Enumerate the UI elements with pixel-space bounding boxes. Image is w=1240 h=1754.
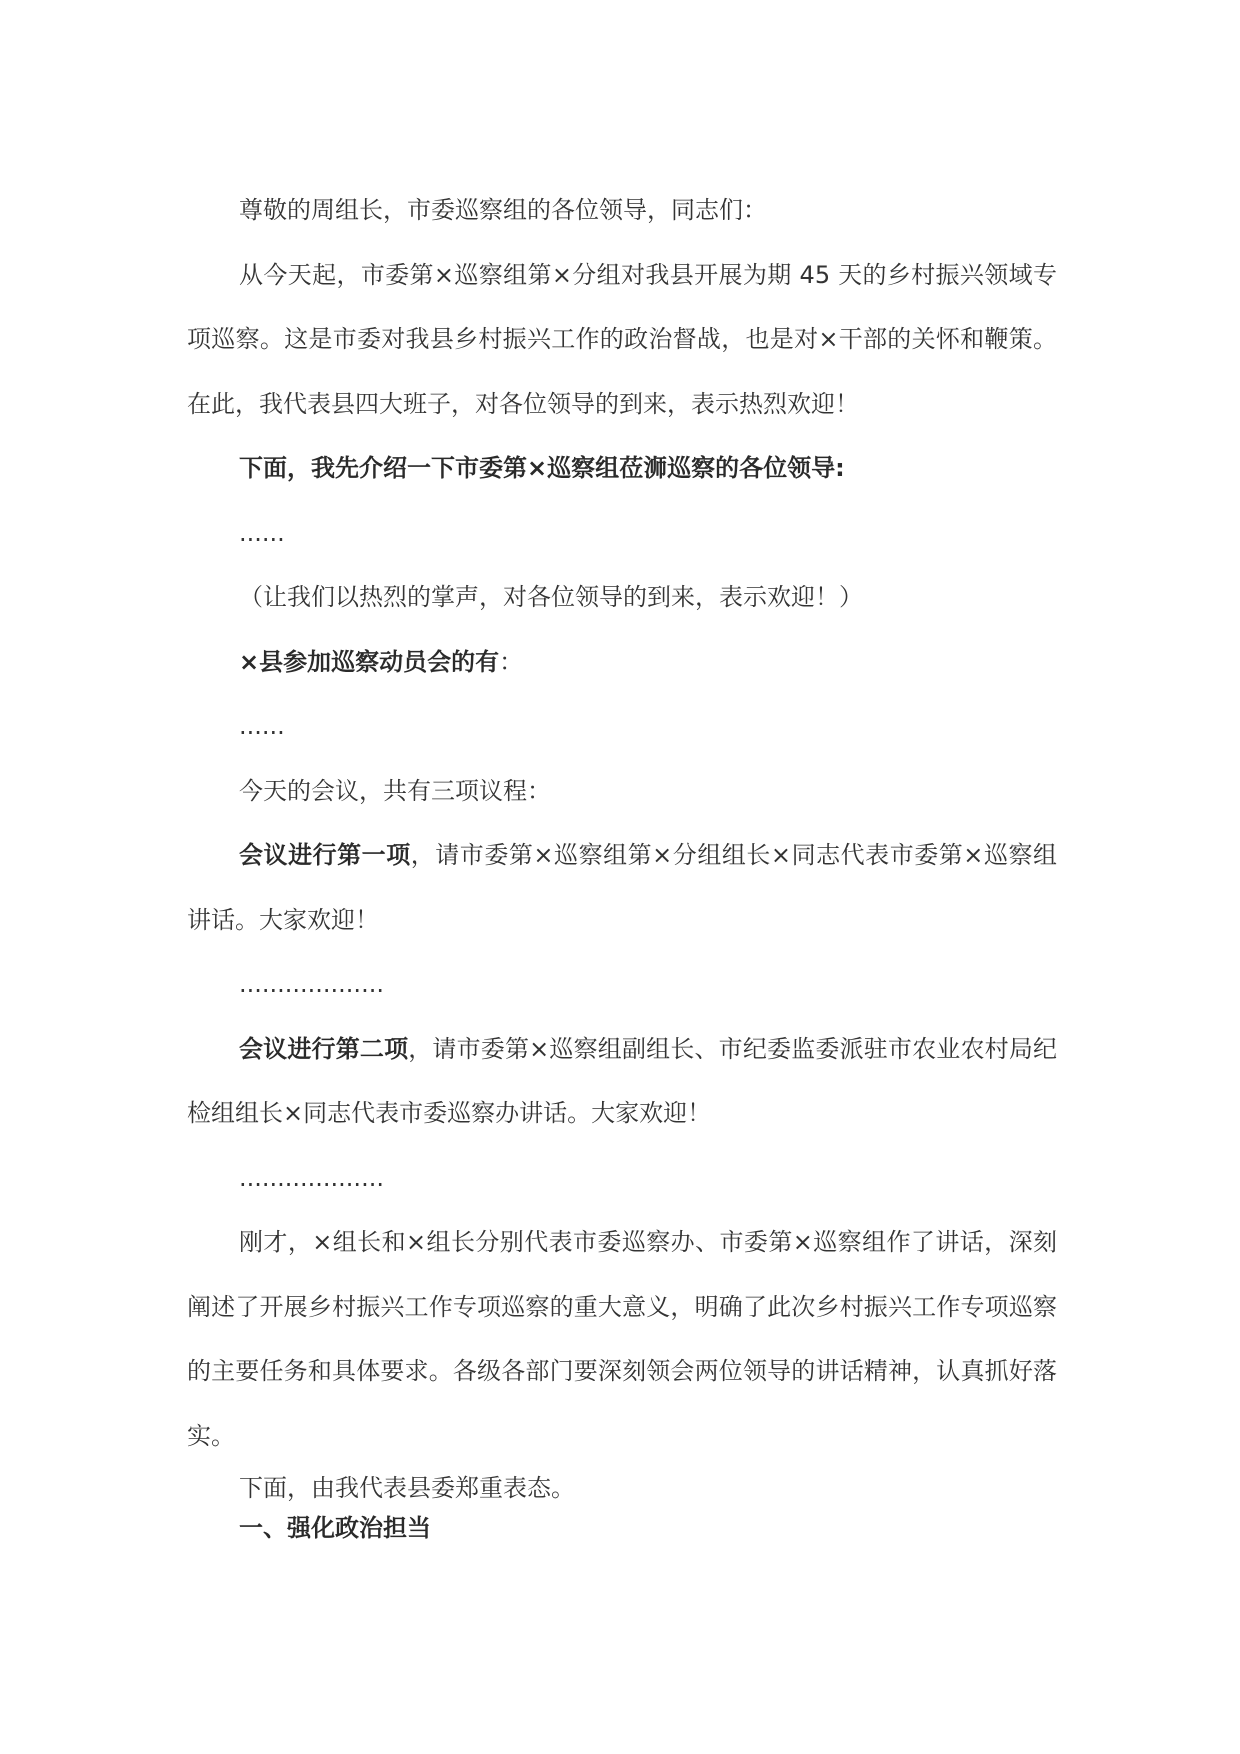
paragraph-text: ................... [239, 970, 384, 998]
paragraph-bold-text: 会议进行第二项 [239, 1034, 409, 1063]
paragraph-text: 下面，由我代表县委郑重表态。 [239, 1474, 575, 1502]
agenda-intro-paragraph [187, 759, 1057, 824]
ellipsis-paragraph [187, 1146, 1057, 1211]
paragraph-bold-text: ×县参加巡察动员会的有 [239, 647, 500, 676]
paragraph-bold-text: 下面，我先介绍一下市委第×巡察组莅浉巡察的各位领导: [239, 454, 845, 482]
paragraph-text: 尊敬的周组长，市委巡察组的各位领导，同志们： [239, 196, 767, 224]
agenda-item-one-paragraph [187, 823, 1057, 952]
paragraph-bold-text: 一、强化政治担当 [239, 1514, 431, 1542]
paragraph-text: ，请市委第×巡察组副组长、市纪委监委派驻市农业农村局纪检组组长×同志代表市委巡察办讲话。大家欢迎！ [187, 1034, 1057, 1127]
paragraph-text: ...... [239, 712, 285, 740]
section-heading-paragraph [187, 1508, 1057, 1548]
paragraph-text: ...... [239, 518, 285, 547]
paragraph-text: ................... [239, 1163, 384, 1192]
opening-paragraph [187, 243, 1057, 437]
attendees-paragraph [187, 630, 1057, 695]
paragraph-text: 从今天起，市委第×巡察组第×分组对我县开展为期 45 天的乡村振兴领域专项巡察。这是市委对我县乡村振兴工作的政治督战，也是对×干部的关怀和鞭策。在此，我代表县四大班子，对各位领导的到来，表示热烈欢迎！ [187, 260, 1057, 418]
applause-paragraph [187, 565, 1057, 630]
agenda-item-two-paragraph [187, 1017, 1057, 1146]
paragraph-text: （让我们以热烈的掌声，对各位领导的到来，表示欢迎！） [239, 583, 863, 611]
ellipsis-paragraph [187, 952, 1057, 1017]
introduce-leaders-paragraph [187, 436, 1057, 501]
ellipsis-paragraph [187, 501, 1057, 566]
statement-intro-paragraph [187, 1468, 1057, 1508]
ellipsis-paragraph [187, 694, 1057, 759]
paragraph-text: 刚才，×组长和×组长分别代表市委巡察办、市委第×巡察组作了讲话，深刻阐述了开展乡村振兴工作专项巡察的重大意义，明确了此次乡村振兴工作专项巡察的主要任务和具体要求。各级各部门要深刻领会两位领导的讲话精神，认真抓好落实。 [187, 1228, 1057, 1450]
paragraph-bold-text: 会议进行第一项 [239, 841, 411, 869]
paragraph-text: 今天的会议，共有三项议程： [239, 776, 551, 805]
document-body [187, 178, 1057, 1548]
summary-paragraph [187, 1210, 1057, 1468]
salutation-paragraph [187, 178, 1057, 243]
paragraph-text: ： [499, 647, 524, 676]
paragraph-text: ，请市委第×巡察组第×分组组长×同志代表市委第×巡察组讲话。大家欢迎！ [187, 841, 1058, 934]
